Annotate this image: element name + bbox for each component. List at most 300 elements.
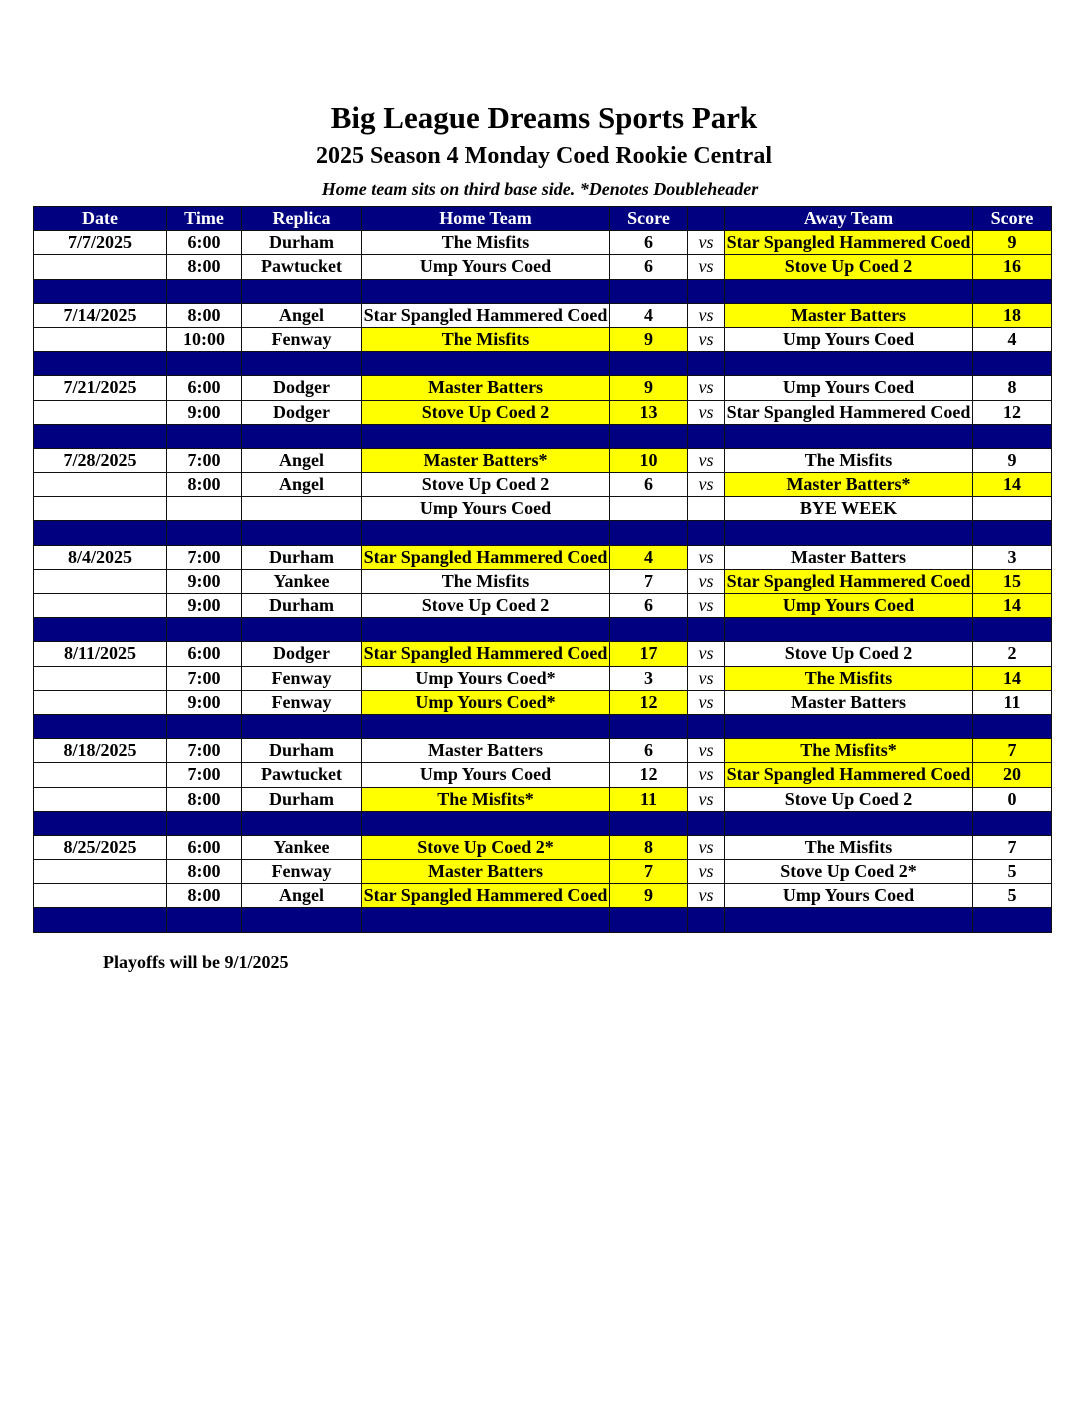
away-team-cell-text: The Misfits* <box>800 740 897 761</box>
away-team-cell <box>725 860 973 884</box>
replica-cell <box>242 739 362 763</box>
date-cell-text: 7/7/2025 <box>67 232 132 253</box>
home-score-cell-text: 7 <box>644 570 653 591</box>
home-score-cell <box>610 303 688 327</box>
separator-cell <box>34 618 167 642</box>
replica-cell <box>242 666 362 690</box>
home-score-cell <box>610 569 688 593</box>
vs-cell-text: vs <box>698 256 714 277</box>
away-score-cell-text: 8 <box>1007 377 1017 398</box>
date-cell <box>34 569 167 593</box>
home-score-cell-text: 6 <box>644 474 653 495</box>
replica-cell <box>242 884 362 908</box>
date-cell <box>34 376 167 400</box>
away-team-cell <box>725 400 973 424</box>
game-row <box>34 303 1052 327</box>
time-cell-text: 8:00 <box>187 885 221 906</box>
date-cell <box>34 473 167 497</box>
home-team-cell <box>362 497 610 521</box>
home-score-cell-text: 9 <box>644 377 653 398</box>
away-team-cell <box>725 666 973 690</box>
separator-cell <box>362 279 610 303</box>
game-row <box>34 690 1052 714</box>
separator-cell <box>688 279 725 303</box>
game-row <box>34 255 1052 279</box>
home-score-cell-text: 9 <box>644 885 653 906</box>
away-score-cell <box>973 231 1052 255</box>
date-cell-text: 7/28/2025 <box>63 449 137 470</box>
away-score-cell-text: 0 <box>1007 788 1017 809</box>
away-score-cell-text: 16 <box>1003 256 1021 277</box>
time-cell <box>167 739 242 763</box>
replica-cell-text: Angel <box>279 304 324 325</box>
replica-cell-text: Yankee <box>273 570 330 591</box>
home-team-cell-text: Stove Up Coed 2 <box>421 595 550 616</box>
date-cell <box>34 860 167 884</box>
vs-cell <box>688 327 725 351</box>
home-team-cell <box>362 763 610 787</box>
date-cell <box>34 303 167 327</box>
week-separator-row <box>34 424 1052 448</box>
vs-cell <box>688 884 725 908</box>
separator-cell <box>610 424 688 448</box>
replica-cell <box>242 569 362 593</box>
vs-cell-text: vs <box>698 788 714 809</box>
vs-cell-text: vs <box>698 764 714 785</box>
separator-cell <box>167 714 242 738</box>
home-team-cell-text: The Misfits <box>441 232 530 253</box>
time-cell <box>167 835 242 859</box>
away-team-cell <box>725 569 973 593</box>
date-cell <box>34 497 167 521</box>
away-score-cell <box>973 448 1052 472</box>
away-score-cell <box>973 327 1052 351</box>
replica-cell-text: Dodger <box>273 643 330 664</box>
replica-cell <box>242 327 362 351</box>
away-score-cell <box>973 569 1052 593</box>
replica-cell <box>242 690 362 714</box>
separator-cell <box>34 714 167 738</box>
home-score-cell <box>610 327 688 351</box>
home-score-cell-text: 8 <box>644 836 653 857</box>
replica-cell <box>242 448 362 472</box>
time-cell <box>167 327 242 351</box>
vs-cell-text: vs <box>698 667 714 688</box>
separator-cell <box>725 714 973 738</box>
separator-cell <box>725 424 973 448</box>
vs-cell <box>688 690 725 714</box>
replica-cell-text: Fenway <box>271 861 332 882</box>
replica-cell-text: Durham <box>268 546 334 567</box>
game-row <box>34 327 1052 351</box>
home-score-cell <box>610 594 688 618</box>
home-team-cell <box>362 473 610 497</box>
time-cell <box>167 231 242 255</box>
away-score-cell-text: 7 <box>1007 740 1017 761</box>
away-score-cell <box>973 787 1052 811</box>
date-cell-text: 8/11/2025 <box>63 643 136 664</box>
separator-cell <box>725 352 973 376</box>
home-team-cell <box>362 327 610 351</box>
home-team-cell-text: Master Batters <box>427 861 544 882</box>
home-score-cell <box>610 690 688 714</box>
away-score-cell <box>973 642 1052 666</box>
week-separator-row <box>34 714 1052 738</box>
separator-cell <box>167 352 242 376</box>
week-separator-row <box>34 521 1052 545</box>
away-score-cell-text: 5 <box>1007 861 1017 882</box>
home-score-cell <box>610 376 688 400</box>
separator-cell <box>242 811 362 835</box>
away-score-cell <box>973 666 1052 690</box>
date-cell <box>34 739 167 763</box>
date-cell <box>34 255 167 279</box>
vs-cell <box>688 231 725 255</box>
time-cell-text: 9:00 <box>187 595 221 616</box>
vs-cell <box>688 497 725 521</box>
vs-cell-text: vs <box>698 474 714 495</box>
away-team-cell <box>725 545 973 569</box>
game-row <box>34 497 1052 521</box>
away-team-cell <box>725 497 973 521</box>
date-cell <box>34 666 167 690</box>
home-score-cell <box>610 835 688 859</box>
separator-cell <box>688 908 725 932</box>
vs-cell <box>688 835 725 859</box>
separator-cell <box>610 352 688 376</box>
time-cell-text: 9:00 <box>187 570 221 591</box>
away-score-cell-text: 12 <box>1003 401 1021 422</box>
away-score-cell-text: 5 <box>1007 885 1017 906</box>
home-team-cell <box>362 884 610 908</box>
date-cell <box>34 642 167 666</box>
separator-cell <box>725 521 973 545</box>
home-team-cell <box>362 642 610 666</box>
date-cell <box>34 400 167 424</box>
home-team-cell <box>362 666 610 690</box>
time-cell <box>167 666 242 690</box>
home-team-cell-text: The Misfits* <box>437 788 534 809</box>
home-team-cell <box>362 400 610 424</box>
separator-cell <box>973 521 1052 545</box>
game-row <box>34 376 1052 400</box>
vs-cell-text: vs <box>698 449 714 470</box>
replica-cell-text: Angel <box>279 885 324 906</box>
away-team-cell-text: Ump Yours Coed <box>782 329 915 350</box>
home-score-cell <box>610 860 688 884</box>
header-replica: Replica <box>242 207 362 231</box>
schedule-body <box>34 231 1052 932</box>
replica-cell <box>242 303 362 327</box>
date-cell-text: 8/25/2025 <box>63 836 137 857</box>
time-cell <box>167 400 242 424</box>
time-cell-text: 8:00 <box>187 788 221 809</box>
separator-cell <box>362 521 610 545</box>
home-score-cell <box>610 763 688 787</box>
home-team-cell <box>362 739 610 763</box>
header-away-team: Away Team <box>725 207 973 231</box>
vs-cell <box>688 376 725 400</box>
away-score-cell-text: 9 <box>1007 232 1017 253</box>
away-score-cell <box>973 545 1052 569</box>
separator-cell <box>725 811 973 835</box>
date-cell <box>34 835 167 859</box>
vs-cell <box>688 569 725 593</box>
time-cell-text: 6:00 <box>187 232 221 253</box>
separator-cell <box>362 714 610 738</box>
date-cell-text: 7/14/2025 <box>63 304 137 325</box>
away-team-cell <box>725 642 973 666</box>
separator-cell <box>167 908 242 932</box>
home-team-cell-text: Stove Up Coed 2 <box>421 474 550 495</box>
time-cell-text: 7:00 <box>187 449 221 470</box>
away-score-cell-text: 7 <box>1007 836 1017 857</box>
vs-cell <box>688 787 725 811</box>
away-score-cell-text: 14 <box>1003 595 1021 616</box>
away-team-cell-text: Master Batters <box>790 691 907 712</box>
time-cell <box>167 473 242 497</box>
time-cell-text: 8:00 <box>187 861 221 882</box>
game-row <box>34 400 1052 424</box>
page-title: Big League Dreams Sports Park <box>330 100 758 135</box>
vs-cell <box>688 448 725 472</box>
home-team-cell <box>362 690 610 714</box>
vs-cell <box>688 255 725 279</box>
separator-cell <box>167 618 242 642</box>
home-score-cell-text: 4 <box>644 304 653 325</box>
separator-cell <box>167 424 242 448</box>
away-score-cell-text: 3 <box>1007 546 1017 567</box>
separator-cell <box>362 618 610 642</box>
home-score-cell <box>610 787 688 811</box>
home-score-cell <box>610 255 688 279</box>
home-team-cell-text: Ump Yours Coed <box>419 256 552 277</box>
separator-cell <box>242 352 362 376</box>
time-cell <box>167 448 242 472</box>
separator-cell <box>167 521 242 545</box>
separator-cell <box>973 279 1052 303</box>
separator-cell <box>610 811 688 835</box>
away-team-cell-text: Ump Yours Coed <box>782 595 915 616</box>
vs-cell-text: vs <box>698 546 714 567</box>
away-score-cell <box>973 594 1052 618</box>
date-cell <box>34 884 167 908</box>
vs-cell-text: vs <box>698 595 714 616</box>
game-row <box>34 739 1052 763</box>
away-team-cell-text: Stove Up Coed 2 <box>784 256 913 277</box>
separator-cell <box>725 908 973 932</box>
time-cell-text: 6:00 <box>187 643 221 664</box>
away-score-cell-text: 14 <box>1003 474 1021 495</box>
away-team-cell-text: Ump Yours Coed <box>782 885 915 906</box>
game-row <box>34 448 1052 472</box>
separator-cell <box>688 811 725 835</box>
week-separator-row <box>34 618 1052 642</box>
home-team-cell <box>362 376 610 400</box>
date-cell <box>34 545 167 569</box>
home-score-cell-text: 4 <box>644 546 653 567</box>
home-score-cell <box>610 497 688 521</box>
separator-cell <box>362 424 610 448</box>
game-row <box>34 666 1052 690</box>
header-away-score: Score <box>973 207 1052 231</box>
time-cell <box>167 690 242 714</box>
game-row <box>34 473 1052 497</box>
replica-cell <box>242 763 362 787</box>
separator-cell <box>242 618 362 642</box>
replica-cell-text: Fenway <box>271 667 332 688</box>
header-time: Time <box>167 207 242 231</box>
time-cell <box>167 763 242 787</box>
replica-cell-text: Fenway <box>271 329 332 350</box>
time-cell-text: 7:00 <box>187 667 221 688</box>
separator-cell <box>242 424 362 448</box>
week-separator-row <box>34 908 1052 932</box>
away-team-cell <box>725 376 973 400</box>
home-team-cell-text: Star Spangled Hammered Coed <box>363 304 608 325</box>
game-row <box>34 594 1052 618</box>
separator-cell <box>610 618 688 642</box>
time-cell <box>167 860 242 884</box>
home-team-cell-text: Master Batters <box>427 377 544 398</box>
separator-cell <box>725 279 973 303</box>
home-score-cell-text: 7 <box>644 861 653 882</box>
vs-cell-text: vs <box>698 691 714 712</box>
replica-cell <box>242 473 362 497</box>
away-score-cell <box>973 376 1052 400</box>
home-team-cell-text: Master Batters* <box>423 449 548 470</box>
date-cell <box>34 690 167 714</box>
vs-cell-text: vs <box>698 836 714 857</box>
time-cell-text: 7:00 <box>187 764 221 785</box>
away-team-cell <box>725 884 973 908</box>
away-team-cell-text: The Misfits <box>804 667 893 688</box>
separator-cell <box>362 811 610 835</box>
time-cell <box>167 376 242 400</box>
time-cell-text: 10:00 <box>183 329 225 350</box>
home-team-cell <box>362 231 610 255</box>
header-home-score: Score <box>610 207 688 231</box>
vs-cell-text: vs <box>698 885 714 906</box>
time-cell <box>167 884 242 908</box>
replica-cell-text: Pawtucket <box>261 256 342 277</box>
separator-cell <box>34 424 167 448</box>
home-team-cell-text: The Misfits <box>441 570 530 591</box>
home-team-cell-text: Star Spangled Hammered Coed <box>363 546 608 567</box>
home-score-cell-text: 12 <box>639 691 658 712</box>
game-row <box>34 231 1052 255</box>
separator-cell <box>34 521 167 545</box>
vs-cell <box>688 545 725 569</box>
separator-cell <box>34 352 167 376</box>
time-cell-text: 7:00 <box>187 546 221 567</box>
separator-cell <box>34 811 167 835</box>
separator-cell <box>34 279 167 303</box>
replica-cell-text: Durham <box>268 788 334 809</box>
home-team-cell-text: Ump Yours Coed <box>419 764 552 785</box>
time-cell <box>167 545 242 569</box>
home-score-cell-text: 3 <box>644 667 653 688</box>
game-row <box>34 884 1052 908</box>
time-cell-text: 7:00 <box>187 740 221 761</box>
date-cell <box>34 787 167 811</box>
away-score-cell-text: 9 <box>1007 449 1017 470</box>
replica-cell <box>242 400 362 424</box>
replica-cell <box>242 231 362 255</box>
home-team-cell-text: Stove Up Coed 2 <box>421 401 550 422</box>
home-team-cell <box>362 860 610 884</box>
separator-cell <box>167 811 242 835</box>
away-team-cell <box>725 594 973 618</box>
replica-cell-text: Pawtucket <box>261 764 342 785</box>
away-team-cell-text: Stove Up Coed 2 <box>784 788 913 809</box>
replica-cell <box>242 594 362 618</box>
separator-cell <box>973 352 1052 376</box>
time-cell-text: 8:00 <box>187 304 221 325</box>
separator-cell <box>973 908 1052 932</box>
vs-cell-text: vs <box>698 643 714 664</box>
home-score-cell <box>610 545 688 569</box>
schedule-note: Home team sits on third base side. *Denotes Doubleheader <box>321 179 759 199</box>
separator-cell <box>725 618 973 642</box>
time-cell <box>167 787 242 811</box>
separator-cell <box>973 424 1052 448</box>
time-cell-text: 8:00 <box>187 474 221 495</box>
home-team-cell-text: Star Spangled Hammered Coed <box>363 885 608 906</box>
home-score-cell <box>610 739 688 763</box>
vs-cell-text: vs <box>698 304 714 325</box>
separator-cell <box>973 714 1052 738</box>
home-score-cell-text: 10 <box>639 449 658 470</box>
date-cell <box>34 594 167 618</box>
separator-cell <box>242 908 362 932</box>
header-vs <box>688 207 725 231</box>
vs-cell <box>688 642 725 666</box>
away-team-cell-text: The Misfits <box>804 836 893 857</box>
vs-cell <box>688 303 725 327</box>
game-row <box>34 545 1052 569</box>
home-score-cell-text: 9 <box>644 329 653 350</box>
home-score-cell <box>610 666 688 690</box>
replica-cell <box>242 255 362 279</box>
home-team-cell <box>362 255 610 279</box>
home-team-cell-text: Star Spangled Hammered Coed <box>363 643 608 664</box>
time-cell-text: 6:00 <box>187 836 221 857</box>
home-score-cell <box>610 448 688 472</box>
separator-cell <box>973 811 1052 835</box>
separator-cell <box>242 279 362 303</box>
home-team-cell-text: Stove Up Coed 2* <box>417 836 554 857</box>
replica-cell <box>242 497 362 521</box>
vs-cell <box>688 400 725 424</box>
separator-cell <box>688 521 725 545</box>
away-team-cell-text: Star Spangled Hammered Coed <box>726 401 971 422</box>
away-team-cell <box>725 303 973 327</box>
time-cell <box>167 303 242 327</box>
replica-cell <box>242 545 362 569</box>
separator-cell <box>610 279 688 303</box>
date-cell <box>34 448 167 472</box>
home-score-cell-text: 6 <box>644 256 653 277</box>
away-team-cell-text: Ump Yours Coed <box>782 377 915 398</box>
away-score-cell-text: 18 <box>1003 304 1021 325</box>
date-cell <box>34 763 167 787</box>
separator-cell <box>610 521 688 545</box>
week-separator-row <box>34 811 1052 835</box>
week-separator-row <box>34 352 1052 376</box>
home-team-cell <box>362 448 610 472</box>
home-team-cell-text: Ump Yours Coed* <box>415 691 556 712</box>
